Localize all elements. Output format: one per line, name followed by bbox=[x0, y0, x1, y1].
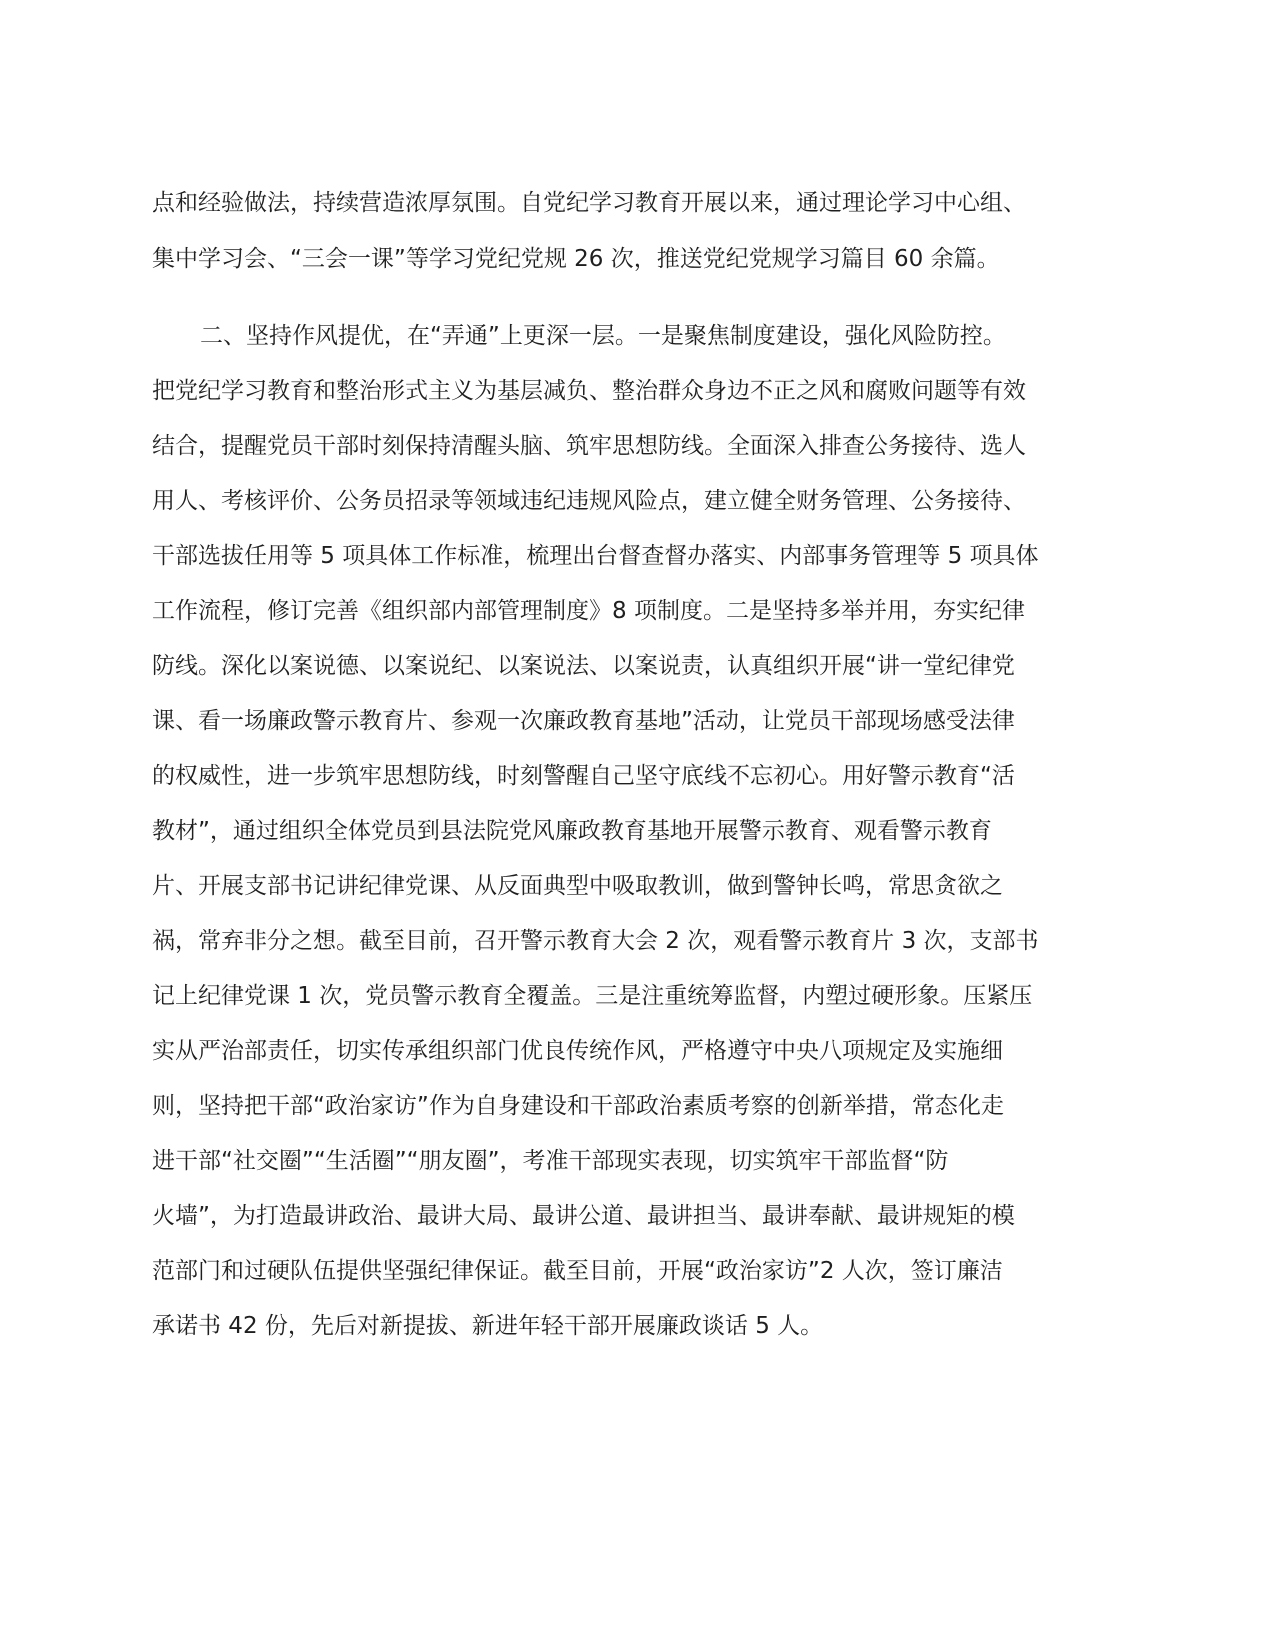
text-line: 教材”，通过组织全体党员到县法院党风廉政教育基地开展警示教育、观看警示教育 bbox=[152, 818, 992, 844]
text-line: 工作流程，修订完善《组织部内部管理制度》8 项制度。二是坚持多举并用，夯实纪律 bbox=[152, 598, 1025, 624]
text-line: 把党纪学习教育和整治形式主义为基层减负、整治群众身边不正之风和腐败问题等有效 bbox=[152, 378, 1026, 404]
text-line: 干部选拔任用等 5 项具体工作标准，梳理出台督查督办落实、内部事务管理等 5 项具体 bbox=[152, 543, 1039, 569]
text-line: 火墙”，为打造最讲政治、最讲大局、最讲公道、最讲担当、最讲奉献、最讲规矩的模 bbox=[152, 1203, 1015, 1229]
text-line: 实从严治部责任，切实传承组织部门优良传统作风，严格遵守中央八项规定及实施细 bbox=[152, 1038, 1003, 1064]
text-line: 进干部“社交圈”“生活圈”“朋友圈”，考准干部现实表现，切实筑牢干部监督“防 bbox=[152, 1148, 949, 1174]
text-line: 的权威性，进一步筑牢思想防线，时刻警醒自己坚守底线不忘初心。用好警示教育“活 bbox=[152, 763, 1015, 789]
text-line: 承诺书 42 份，先后对新提拔、新进年轻干部开展廉政谈话 5 人。 bbox=[152, 1313, 824, 1339]
text-line: 片、开展支部书记讲纪律党课、从反面典型中吸取教训，做到警钟长鸣，常思贪欲之 bbox=[152, 873, 1003, 899]
text-line: 范部门和过硬队伍提供坚强纪律保证。截至目前，开展“政治家访”2 人次，签订廉洁 bbox=[152, 1258, 1003, 1284]
section-heading-line: 二、坚持作风提优，在“弄通”上更深一层。一是聚焦制度建设，强化风险防控。 bbox=[200, 323, 1006, 349]
text-line: 结合，提醒党员干部时刻保持清醒头脑、筑牢思想防线。全面深入排查公务接待、选人 bbox=[152, 433, 1026, 459]
text-line: 点和经验做法，持续营造浓厚氛围。自党纪学习教育开展以来，通过理论学习中心组、 bbox=[152, 190, 1026, 216]
text-line: 祸，常弃非分之想。截至目前，召开警示教育大会 2 次，观看警示教育片 3 次，支部书 bbox=[152, 928, 1039, 954]
text-line: 防线。深化以案说德、以案说纪、以案说法、以案说责，认真组织开展“讲一堂纪律党 bbox=[152, 653, 1015, 679]
text-line: 用人、考核评价、公务员招录等领域违纪违规风险点，建立健全财务管理、公务接待、 bbox=[152, 488, 1026, 514]
text-line: 则，坚持把干部“政治家访”作为自身建设和干部政治素质考察的创新举措，常态化走 bbox=[152, 1093, 1004, 1119]
text-line: 记上纪律党课 1 次，党员警示教育全覆盖。三是注重统筹监督，内塑过硬形象。压紧压 bbox=[152, 983, 1033, 1009]
text-line: 集中学习会、“三会一课”等学习党纪党规 26 次，推送党纪党规学习篇目 60 余篇。 bbox=[152, 246, 1000, 272]
text-line: 课、看一场廉政警示教育片、参观一次廉政教育基地”活动，让党员干部现场感受法律 bbox=[152, 708, 1015, 734]
